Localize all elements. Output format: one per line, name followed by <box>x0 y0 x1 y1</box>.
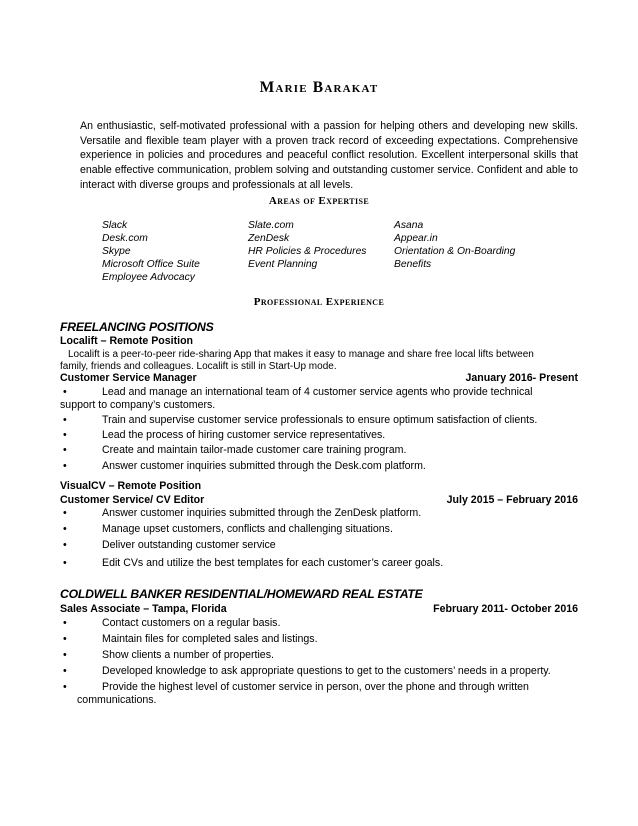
list-item <box>60 443 580 458</box>
localift-bullets <box>60 385 580 474</box>
summary-paragraph: An enthusiastic, self-motivated professional with a passion for helping others and developing new skills. Versatile and flexible team player with a proven track record of exceeding expectations. Comprehensive experience in policies and procedures and peaceful conflict resolution. Excellent interpersonal skills that enable effective communication, problem solving and outstanding customer service. Confident and able to interact with diverse groups and professionals at all levels. <box>80 120 578 191</box>
bullet-dot: • <box>63 617 67 629</box>
list-item <box>60 522 580 538</box>
list-item <box>60 459 580 474</box>
expertise-col-2 <box>248 219 366 271</box>
bullet-text: Contact customers on a regular basis. <box>102 617 281 629</box>
bullet-text: Show clients a number of properties. <box>102 649 274 661</box>
candidate-name: Marie Barakat <box>259 79 379 96</box>
expertise-item: Appear.in <box>394 233 438 244</box>
localift-company <box>60 334 578 348</box>
expertise-item: Desk.com <box>102 233 148 244</box>
list-item <box>60 616 580 632</box>
visualcv-company-name: VisualCV – Remote Position <box>60 480 202 492</box>
bullet-text: Provide the highest level of customer service in person, over the phone and through written <box>102 681 529 693</box>
bullet-dot: • <box>63 507 67 519</box>
bullet-dot: • <box>63 633 67 645</box>
list-item <box>60 413 580 428</box>
bullet-dot: • <box>63 523 67 535</box>
expertise-item: Employee Advocacy <box>102 272 195 283</box>
bullet-text: Developed knowledge to ask appropriate questions to get to the customers’ needs in a property. <box>102 665 551 677</box>
list-item <box>60 648 580 664</box>
bullet-text: Train and supervise customer service professionals to ensure optimum satisfaction of clients. <box>102 414 538 426</box>
expertise-title: Areas of Expertise <box>268 195 370 207</box>
list-item <box>60 632 580 648</box>
list-item <box>60 664 580 680</box>
bullet-dot: • <box>63 649 67 661</box>
coldwell-dates: February 2011- October 2016 <box>433 603 578 615</box>
expertise-item: Skype <box>102 246 131 257</box>
expertise-item: Benefits <box>394 259 432 270</box>
bullet-dot: • <box>63 557 67 569</box>
coldwell-heading: COLDWELL BANKER RESIDENTIAL/HOMEWARD REAL ESTATE <box>60 587 423 601</box>
bullet-dot: • <box>63 681 67 693</box>
bullet-text: Lead and manage an international team of 4 customer service agents who provide technical <box>102 386 533 398</box>
coldwell-bullets <box>60 616 580 708</box>
bullet-text: Answer customer inquiries submitted through the ZenDesk platform. <box>102 507 422 519</box>
bullet-dot: • <box>63 414 67 426</box>
expertise-col-1 <box>102 219 200 284</box>
visualcv-bullets <box>60 506 580 571</box>
coldwell-role: Sales Associate – Tampa, Florida <box>60 603 227 615</box>
bullet-dot: • <box>63 386 67 398</box>
coldwell-role-row <box>60 602 578 616</box>
visualcv-role: Customer Service/ CV Editor <box>60 494 205 506</box>
bullet-text-continued: communications. <box>77 694 157 706</box>
list-item <box>60 556 580 571</box>
expertise-item: Orientation & On-Boarding <box>394 246 516 257</box>
bullet-text: Manage upset customers, conflicts and challenging situations. <box>102 523 393 535</box>
bullet-dot: • <box>63 665 67 677</box>
bullet-text: Deliver outstanding customer service <box>102 539 276 551</box>
bullet-dot: • <box>63 459 67 472</box>
list-item <box>60 680 580 708</box>
list-item <box>60 385 580 413</box>
localift-dates: January 2016- Present <box>465 372 578 384</box>
expertise-item: Event Planning <box>248 259 318 270</box>
bullet-text: Maintain files for completed sales and listings. <box>102 633 318 645</box>
bullet-dot: • <box>63 429 67 442</box>
expertise-item: HR Policies & Procedures <box>248 246 367 257</box>
visualcv-role-row <box>60 493 578 507</box>
localift-role-row <box>60 371 578 385</box>
list-item <box>60 506 580 522</box>
list-item <box>60 428 580 443</box>
bullet-text-continued: support to company’s customers. <box>60 399 216 411</box>
expertise-item: Microsoft Office Suite <box>102 259 200 270</box>
bullet-text: Answer customer inquiries submitted through the Desk.com platform. <box>102 459 426 472</box>
experience-title: Professional Experience <box>253 296 385 308</box>
bullet-text: Lead the process of hiring customer service representatives. <box>102 429 386 442</box>
expertise-col-3 <box>394 219 515 271</box>
list-item <box>60 538 580 556</box>
localift-description: Localift is a peer-to-peer ride-sharing App that makes it easy to manage and share free local lifts between family, friends and colleagues. Localift is still in Start-Up mode. <box>60 349 534 372</box>
bullet-dot: • <box>63 444 67 457</box>
visualcv-dates: July 2015 – February 2016 <box>446 494 578 506</box>
bullet-dot: • <box>63 539 67 551</box>
freelancing-heading: FREELANCING POSITIONS <box>60 320 214 334</box>
expertise-item: Slack <box>102 220 128 231</box>
expertise-item: ZenDesk <box>248 233 290 244</box>
localift-company-name: Localift – Remote Position <box>60 335 194 347</box>
expertise-item: Asana <box>394 220 424 231</box>
expertise-item: Slate.com <box>248 220 294 231</box>
visualcv-company <box>60 479 578 493</box>
bullet-text: Edit CVs and utilize the best templates for each customer’s career goals. <box>102 557 444 569</box>
bullet-text: Create and maintain tailor-made customer care training program. <box>102 444 407 457</box>
localift-role: Customer Service Manager <box>60 372 197 384</box>
